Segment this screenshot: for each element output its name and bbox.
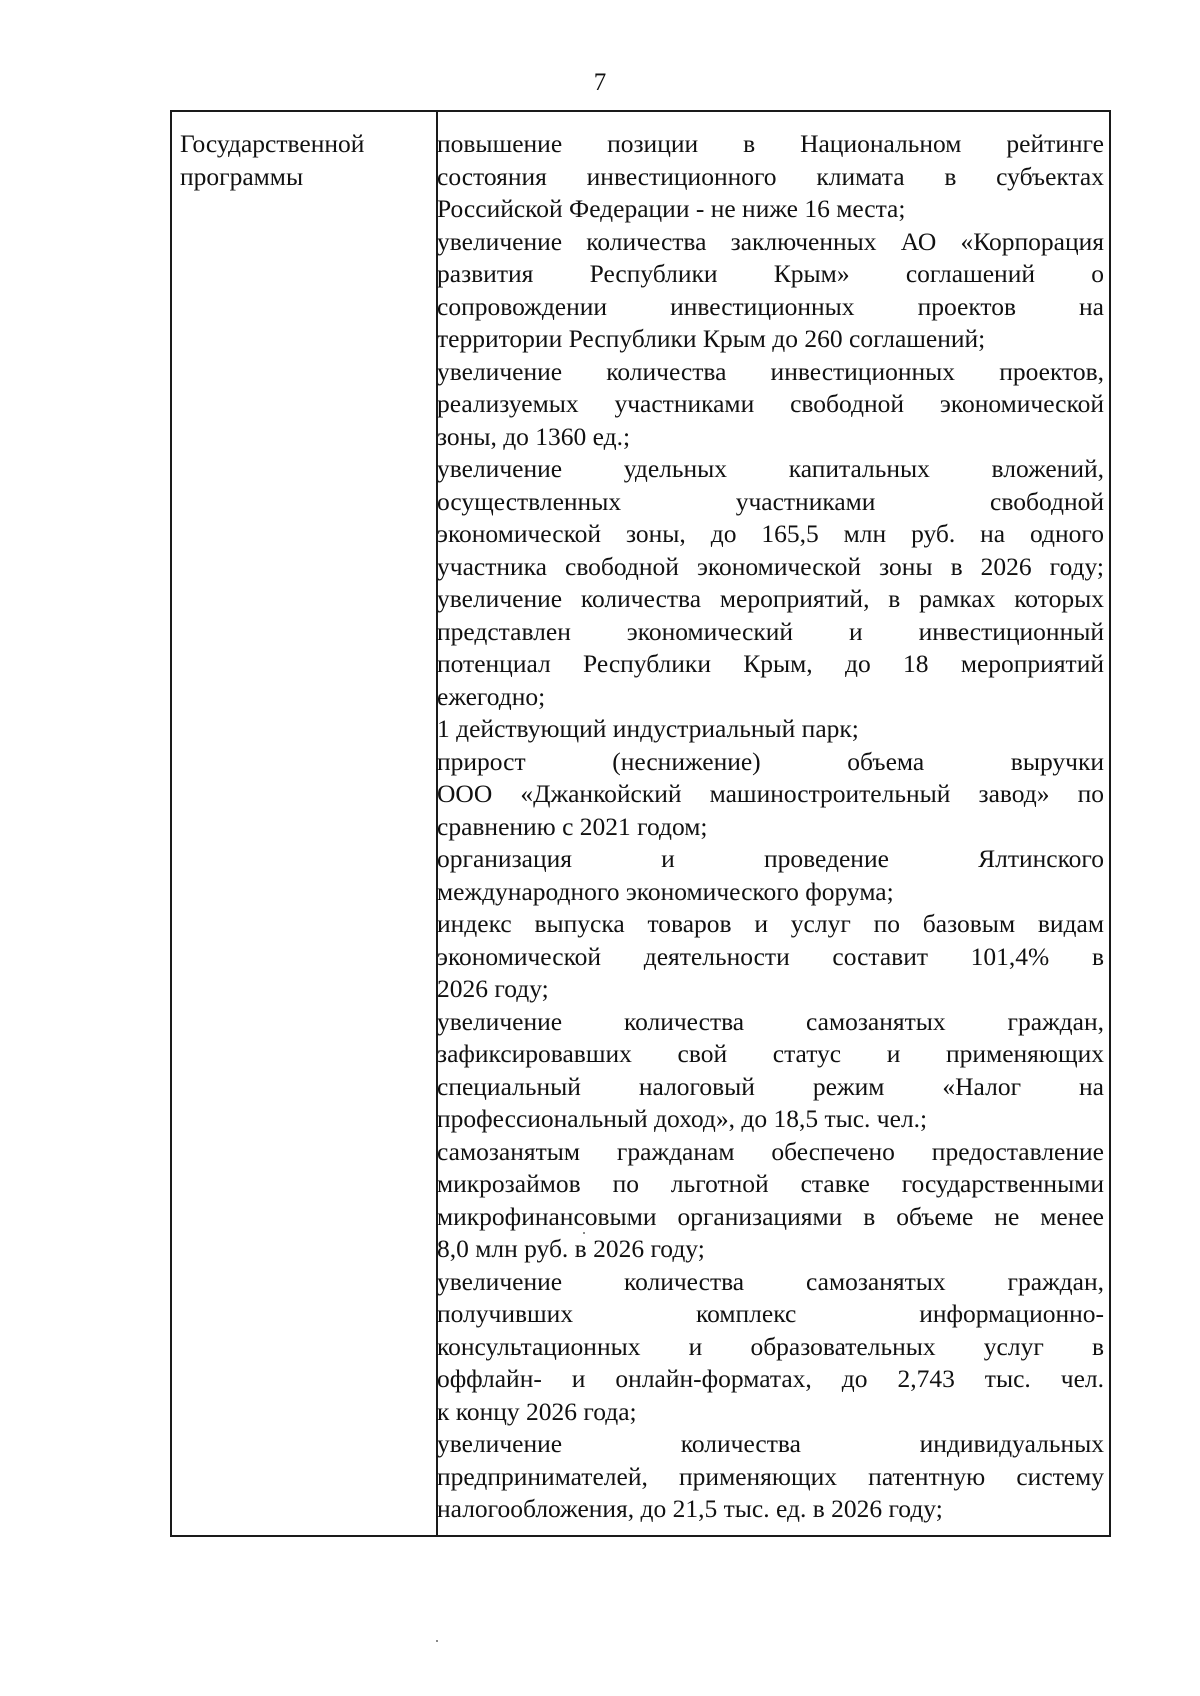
goal-text-line: получивших комплекс информационно- xyxy=(437,1299,1104,1328)
goal-text-line: прирост (неснижение) объема выручки xyxy=(437,746,1104,776)
scan-speck xyxy=(436,1640,438,1642)
goal-text-line: Российской Федерации - не ниже 16 места; xyxy=(437,194,906,223)
goal-text-line: сравнению с 2021 годом; xyxy=(437,811,708,841)
goal-text-line: профессиональный доход», до 18,5 тыс. чел.; xyxy=(437,1104,928,1133)
goal-text-line: экономической деятельности составит 101,4% в xyxy=(437,941,1104,971)
goal-text-line: 2026 году; xyxy=(437,974,549,1003)
goal-text-line: увеличение удельных капитальных вложений, xyxy=(437,454,1104,483)
left-cell-line-2: программы xyxy=(180,161,304,191)
goal-text-line: участника свободной экономической зоны в 2026 году; xyxy=(437,551,1104,581)
goal-text-line: микрофинансовыми организациями в объеме не менее xyxy=(437,1201,1104,1231)
goal-text-line: ежегодно; xyxy=(437,681,546,711)
goal-text-line: консультационных и образовательных услуг в xyxy=(437,1331,1104,1361)
goal-text-line: осуществленных участниками свободной xyxy=(437,486,1104,516)
goal-text-line: оффлайн- и онлайн-форматах, до 2,743 тыс. чел. xyxy=(437,1364,1104,1393)
goal-text-line: налогообложения, до 21,5 тыс. ед. в 2026 году; xyxy=(437,1494,943,1523)
goal-text-line: увеличение количества самозанятых граждан, xyxy=(437,1006,1104,1036)
goal-text-line: состояния инвестиционного климата в субъектах xyxy=(437,161,1104,191)
goal-text-line: повышение позиции в Национальном рейтинге xyxy=(437,129,1104,158)
goal-text-line: ООО «Джанкойский машиностроительный завод» по xyxy=(437,779,1104,808)
goal-text-line: организация и проведение Ялтинского xyxy=(437,844,1104,873)
program-table xyxy=(170,110,1111,1537)
goal-text-line: потенциал Республики Крым, до 18 мероприятий xyxy=(437,649,1104,678)
goal-text-line: реализуемых участниками свободной экономической xyxy=(437,389,1104,418)
goal-text-line: к концу 2026 года; xyxy=(437,1396,637,1426)
scan-speck xyxy=(583,1232,585,1234)
goal-text-line: международного экономического форума; xyxy=(437,876,894,906)
goal-text-line: увеличение количества мероприятий, в рамках которых xyxy=(437,584,1104,613)
goal-text-line: экономической зоны, до 165,5 млн руб. на одного xyxy=(437,519,1104,548)
left-cell-line-1: Государственной xyxy=(180,129,365,158)
goal-text-line: развития Республики Крым» соглашений о xyxy=(437,259,1104,288)
goal-text-line: предпринимателей, применяющих патентную систему xyxy=(437,1461,1104,1491)
goal-text-line: сопровождении инвестиционных проектов на xyxy=(437,291,1104,321)
goal-text-line: микрозаймов по льготной ставке государственными xyxy=(437,1169,1104,1198)
goal-text-line: индекс выпуска товаров и услуг по базовым видам xyxy=(437,909,1104,938)
left-cell xyxy=(180,128,430,193)
goal-text-line: увеличение количества инвестиционных проектов, xyxy=(437,356,1104,386)
goal-text-line: специальный налоговый режим «Налог на xyxy=(437,1071,1104,1101)
goal-text-line: зафиксировавших свой статус и применяющих xyxy=(437,1039,1104,1068)
goal-text-line: увеличение количества индивидуальных xyxy=(437,1429,1104,1458)
right-cell-text xyxy=(437,128,1104,1526)
goal-text-line: 8,0 млн руб. в 2026 году; xyxy=(437,1234,705,1263)
goal-text-line: представлен экономический и инвестиционный xyxy=(437,616,1104,646)
goal-text-line: самозанятым гражданам обеспечено предоставление xyxy=(437,1136,1104,1166)
page-number: 7 xyxy=(593,69,607,96)
goal-text-line: зоны, до 1360 ед.; xyxy=(437,421,631,451)
goal-text-line: территории Республики Крым до 260 соглашений; xyxy=(437,324,986,353)
goal-text-line: увеличение количества заключенных АО «Корпорация xyxy=(437,226,1104,256)
goal-text-line: 1 действующий индустриальный парк; xyxy=(437,714,859,743)
goal-text-line: увеличение количества самозанятых граждан, xyxy=(437,1266,1104,1296)
